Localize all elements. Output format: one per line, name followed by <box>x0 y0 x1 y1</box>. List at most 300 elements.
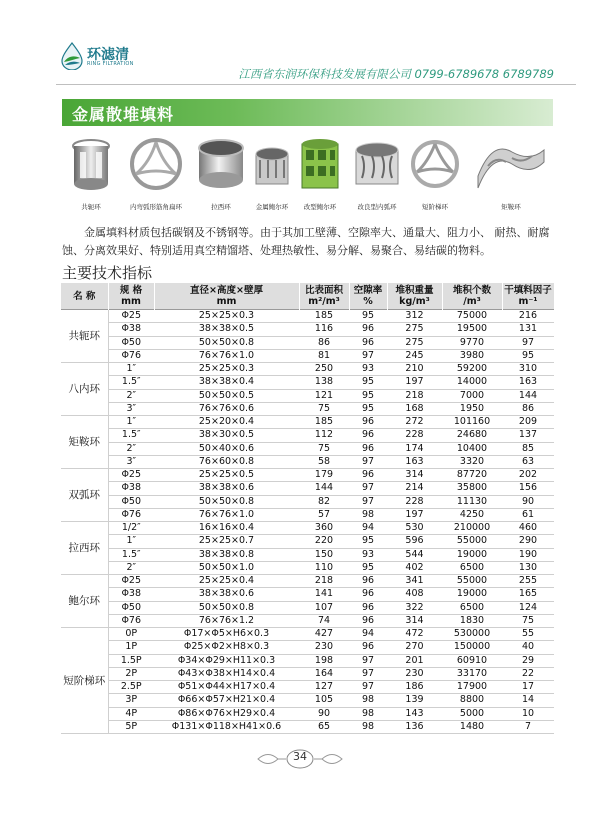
product-cascade-mini-ring <box>408 132 462 216</box>
table-cell: 82 <box>299 495 349 508</box>
col-header-bulk-weight <box>387 283 442 310</box>
table-row <box>61 310 554 323</box>
table-cell: 136 <box>387 720 442 733</box>
table-cell: 3″ <box>108 402 154 415</box>
table-cell: 14000 <box>442 376 502 389</box>
header-line: 堆积个数 <box>452 285 491 296</box>
table-cell: 38×38×0.8 <box>154 548 299 561</box>
table-cell: Φ25 <box>108 575 154 588</box>
table-cell: 55000 <box>442 575 502 588</box>
table-cell: Φ50 <box>108 495 154 508</box>
product-improved-arc-ring <box>350 132 404 216</box>
table-cell: 96 <box>349 614 387 627</box>
table-cell: 185 <box>299 310 349 323</box>
table-row <box>61 323 554 336</box>
table-row <box>61 667 554 680</box>
table-cell: 50×50×0.5 <box>154 389 299 402</box>
table-cell: 408 <box>387 588 442 601</box>
table-cell: 38×38×0.6 <box>154 482 299 495</box>
table-cell: 3980 <box>442 349 502 362</box>
banner-title: 金属散堆填料 <box>72 105 175 124</box>
table-cell: 98 <box>349 707 387 720</box>
table-cell: 50×50×0.8 <box>154 495 299 508</box>
table-cell: 90 <box>502 495 554 508</box>
spec-table <box>61 283 555 734</box>
table-cell: Φ76 <box>108 349 154 362</box>
header-line: 空隙率 <box>353 285 383 296</box>
table-cell: 6500 <box>442 561 502 574</box>
table-row <box>61 349 554 362</box>
table-cell: 14 <box>502 694 554 707</box>
table-cell: 81 <box>299 349 349 362</box>
table-row <box>61 455 554 468</box>
table-row <box>61 469 554 482</box>
table-cell: 544 <box>387 548 442 561</box>
header-unit: m⁻¹ <box>518 296 538 307</box>
header-line: 直径×高度×壁厚 <box>190 285 263 296</box>
table-cell: 2.5P <box>108 681 154 694</box>
header-divider <box>56 84 576 85</box>
table-cell: 98 <box>349 720 387 733</box>
table-cell: Φ51×Φ44×H17×0.4 <box>154 681 299 694</box>
table-row <box>61 548 554 561</box>
table-cell: Φ43×Φ38×H14×0.4 <box>154 667 299 680</box>
table-cell: 230 <box>387 667 442 680</box>
table-cell: 25×25×0.3 <box>154 310 299 323</box>
table-cell: 530000 <box>442 628 502 641</box>
table-cell: 96 <box>349 588 387 601</box>
table-cell: 314 <box>387 614 442 627</box>
table-cell: 75 <box>299 442 349 455</box>
table-cell: 2P <box>108 667 154 680</box>
table-cell: 50×50×0.8 <box>154 601 299 614</box>
table-row <box>61 628 554 641</box>
table-cell: 210 <box>387 363 442 376</box>
product-saddle-ring <box>472 132 550 216</box>
table-cell: 141 <box>299 588 349 601</box>
table-cell: 144 <box>299 482 349 495</box>
table-cell: 341 <box>387 575 442 588</box>
product-name-cell: 鲍尔环 <box>61 575 108 628</box>
header-line: 名 称 <box>73 290 96 302</box>
table-row <box>61 535 554 548</box>
table-cell: 530 <box>387 522 442 535</box>
header-unit: % <box>363 296 373 307</box>
product-name-cell: 短阶梯环 <box>61 628 108 734</box>
table-cell: 95 <box>349 402 387 415</box>
logo-text: 环滤清 <box>87 47 129 63</box>
table-cell: 7 <box>502 720 554 733</box>
table-cell: 322 <box>387 601 442 614</box>
table-cell: 96 <box>349 336 387 349</box>
table-cell: 210000 <box>442 522 502 535</box>
table-cell: 76×60×0.8 <box>154 455 299 468</box>
table-cell: 150 <box>299 548 349 561</box>
table-row <box>61 442 554 455</box>
table-cell: Φ131×Φ118×H41×0.6 <box>154 720 299 733</box>
table-cell: 25×25×0.4 <box>154 575 299 588</box>
product-name-cell: 双弧环 <box>61 469 108 522</box>
table-cell: 1.5P <box>108 654 154 667</box>
table-cell: 3P <box>108 694 154 707</box>
col-header-dimensions <box>154 283 299 310</box>
table-row <box>61 614 554 627</box>
table-cell: 185 <box>299 416 349 429</box>
table-cell: 402 <box>387 561 442 574</box>
table-cell: 472 <box>387 628 442 641</box>
table-cell: 270 <box>387 641 442 654</box>
table-cell: 275 <box>387 323 442 336</box>
table-cell: 139 <box>387 694 442 707</box>
product-label: 短阶梯环 <box>422 203 448 211</box>
table-cell: 124 <box>502 601 554 614</box>
table-cell: 0P <box>108 628 154 641</box>
table-cell: 164 <box>299 667 349 680</box>
table-row <box>61 495 554 508</box>
col-header-packing-factor <box>502 283 554 310</box>
table-cell: Φ50 <box>108 336 154 349</box>
table-cell: 179 <box>299 469 349 482</box>
product-label: 拉西环 <box>211 203 231 211</box>
table-row <box>61 363 554 376</box>
table-cell: 25×25×0.5 <box>154 469 299 482</box>
header-unit: kg/m³ <box>399 296 430 307</box>
col-header-surface-area <box>299 283 349 310</box>
page-number: 34 <box>293 750 307 763</box>
table-cell: 131 <box>502 323 554 336</box>
header-line: 规 格 <box>119 285 143 296</box>
table-cell: 95 <box>349 561 387 574</box>
table-cell: 275 <box>387 336 442 349</box>
table-cell: 24680 <box>442 429 502 442</box>
table-cell: 29 <box>502 654 554 667</box>
conjugate-ring-icon <box>66 132 116 198</box>
table-cell: 60910 <box>442 654 502 667</box>
table-cell: 5000 <box>442 707 502 720</box>
table-cell: 97 <box>349 681 387 694</box>
table-cell: 96 <box>349 323 387 336</box>
table-cell: 85 <box>502 442 554 455</box>
table-cell: 2″ <box>108 561 154 574</box>
col-header-void-ratio <box>349 283 387 310</box>
table-cell: 98 <box>349 508 387 521</box>
cascade-mini-ring-icon <box>408 132 462 198</box>
table-cell: 19000 <box>442 588 502 601</box>
arc-flat-ring-icon <box>128 132 184 198</box>
table-cell: 1.5″ <box>108 376 154 389</box>
table-cell: 427 <box>299 628 349 641</box>
header-line: 比表面积 <box>304 285 343 296</box>
table-row <box>61 522 554 535</box>
table-cell: 460 <box>502 522 554 535</box>
table-cell: 202 <box>502 469 554 482</box>
table-cell: 86 <box>502 402 554 415</box>
table-cell: 40 <box>502 641 554 654</box>
table-cell: 1480 <box>442 720 502 733</box>
table-cell: 216 <box>502 310 554 323</box>
table-cell: 22 <box>502 667 554 680</box>
table-cell: 50×50×1.0 <box>154 561 299 574</box>
table-cell: 98 <box>349 694 387 707</box>
table-cell: 25×20×0.4 <box>154 416 299 429</box>
table-cell: 314 <box>387 469 442 482</box>
table-cell: 96 <box>349 429 387 442</box>
col-header-name <box>61 283 108 310</box>
table-cell: 218 <box>299 575 349 588</box>
table-cell: 105 <box>299 694 349 707</box>
company-logo <box>60 40 170 74</box>
table-cell: 1/2″ <box>108 522 154 535</box>
table-cell: Φ34×Φ29×H11×0.3 <box>154 654 299 667</box>
product-label: 改良型内弧环 <box>357 203 397 211</box>
table-cell: 97 <box>349 349 387 362</box>
table-cell: 65 <box>299 720 349 733</box>
table-cell: 8800 <box>442 694 502 707</box>
table-cell: 3320 <box>442 455 502 468</box>
table-cell: 127 <box>299 681 349 694</box>
table-row <box>61 641 554 654</box>
table-cell: 97 <box>349 455 387 468</box>
table-row <box>61 601 554 614</box>
table-cell: 90 <box>299 707 349 720</box>
product-label: 矩鞍环 <box>501 203 521 211</box>
table-row <box>61 508 554 521</box>
table-cell: 96 <box>349 416 387 429</box>
table-cell: 1″ <box>108 416 154 429</box>
table-cell: 110 <box>299 561 349 574</box>
table-row <box>61 376 554 389</box>
table-cell: 97 <box>502 336 554 349</box>
table-cell: 2″ <box>108 389 154 402</box>
table-cell: 19500 <box>442 323 502 336</box>
table-cell: 312 <box>387 310 442 323</box>
table-cell: 38×38×0.6 <box>154 588 299 601</box>
material-description: 金属填料材质包括碳钢及不锈钢等。由于其加工壁薄、空隙率大、通量大、阻力小、 耐热、耐腐蚀、分离效果好、特别适用真空精馏塔、处理热敏性、易分解、易聚合、易结碳的物料。 <box>62 226 550 257</box>
table-cell: 59200 <box>442 363 502 376</box>
table-cell: 198 <box>299 654 349 667</box>
table-cell: 9770 <box>442 336 502 349</box>
table-cell: 101160 <box>442 416 502 429</box>
table-cell: 156 <box>502 482 554 495</box>
table-cell: 174 <box>387 442 442 455</box>
table-cell: 360 <box>299 522 349 535</box>
section-banner <box>62 99 553 126</box>
table-row <box>61 402 554 415</box>
table-row <box>61 694 554 707</box>
header-unit: mm <box>121 296 141 307</box>
table-cell: 38×30×0.5 <box>154 429 299 442</box>
table-cell: 19000 <box>442 548 502 561</box>
table-cell: 1.5″ <box>108 548 154 561</box>
table-cell: 310 <box>502 363 554 376</box>
table-cell: Φ25×Φ2×H8×0.3 <box>154 641 299 654</box>
product-name-cell: 矩鞍环 <box>61 416 108 469</box>
table-cell: 97 <box>349 482 387 495</box>
table-row <box>61 429 554 442</box>
table-cell: 75 <box>502 614 554 627</box>
table-cell: 197 <box>387 508 442 521</box>
table-cell: 17900 <box>442 681 502 694</box>
table-cell: 76×76×1.0 <box>154 349 299 362</box>
metal-pall-ring-icon <box>250 132 294 198</box>
table-cell: 150000 <box>442 641 502 654</box>
table-cell: 95 <box>349 376 387 389</box>
table-cell: 76×76×0.6 <box>154 402 299 415</box>
product-modified-pall-ring <box>296 132 344 216</box>
table-cell: 96 <box>349 601 387 614</box>
table-cell: 6500 <box>442 601 502 614</box>
table-cell: 95 <box>502 349 554 362</box>
table-cell: 86 <box>299 336 349 349</box>
table-cell: 165 <box>502 588 554 601</box>
table-cell: 5P <box>108 720 154 733</box>
table-cell: 163 <box>502 376 554 389</box>
table-cell: 4250 <box>442 508 502 521</box>
table-cell: 1830 <box>442 614 502 627</box>
table-cell: 1″ <box>108 363 154 376</box>
table-cell: 87720 <box>442 469 502 482</box>
table-cell: 209 <box>502 416 554 429</box>
table-row <box>61 588 554 601</box>
table-row <box>61 482 554 495</box>
table-cell: 96 <box>349 575 387 588</box>
spec-table-body <box>61 310 554 734</box>
table-cell: Φ25 <box>108 469 154 482</box>
table-row <box>61 654 554 667</box>
header-unit: /m³ <box>463 296 481 307</box>
table-cell: 137 <box>502 429 554 442</box>
table-cell: 61 <box>502 508 554 521</box>
table-cell: 38×38×0.4 <box>154 376 299 389</box>
page-header <box>0 0 600 92</box>
table-cell: 228 <box>387 429 442 442</box>
table-cell: 138 <box>299 376 349 389</box>
table-cell: 2″ <box>108 442 154 455</box>
table-cell: Φ50 <box>108 601 154 614</box>
table-cell: 25×25×0.3 <box>154 363 299 376</box>
table-cell: Φ76 <box>108 508 154 521</box>
table-cell: 1P <box>108 641 154 654</box>
table-cell: 218 <box>387 389 442 402</box>
table-cell: 11130 <box>442 495 502 508</box>
product-name-cell: 拉西环 <box>61 522 108 575</box>
table-cell: 228 <box>387 495 442 508</box>
table-cell: 55 <box>502 628 554 641</box>
table-cell: 186 <box>387 681 442 694</box>
table-cell: 214 <box>387 482 442 495</box>
table-cell: 255 <box>502 575 554 588</box>
table-cell: 116 <box>299 323 349 336</box>
table-row <box>61 389 554 402</box>
table-cell: Φ38 <box>108 482 154 495</box>
table-cell: Φ17×Φ5×H6×0.3 <box>154 628 299 641</box>
product-label: 内弯弧形筋角扁环 <box>130 203 182 211</box>
table-cell: 220 <box>299 535 349 548</box>
table-cell: 75000 <box>442 310 502 323</box>
table-cell: 272 <box>387 416 442 429</box>
table-cell: 76×76×1.2 <box>154 614 299 627</box>
table-cell: 250 <box>299 363 349 376</box>
product-gallery <box>60 132 560 216</box>
table-cell: 245 <box>387 349 442 362</box>
table-cell: 95 <box>349 535 387 548</box>
table-cell: 596 <box>387 535 442 548</box>
table-cell: 290 <box>502 535 554 548</box>
table-cell: 93 <box>349 363 387 376</box>
product-conjugate-ring <box>66 132 116 216</box>
table-cell: 96 <box>349 641 387 654</box>
table-cell: 16×16×0.4 <box>154 522 299 535</box>
table-row <box>61 681 554 694</box>
table-cell: 33170 <box>442 667 502 680</box>
table-cell: 97 <box>349 495 387 508</box>
product-label: 改型鲍尔环 <box>303 203 337 211</box>
product-name-cell: 八内环 <box>61 363 108 416</box>
table-cell: 121 <box>299 389 349 402</box>
table-row <box>61 336 554 349</box>
table-cell: 7000 <box>442 389 502 402</box>
leaf-drop-icon <box>60 42 84 70</box>
table-cell: 38×38×0.5 <box>154 323 299 336</box>
saddle-ring-icon <box>472 132 550 198</box>
table-cell: Φ76 <box>108 614 154 627</box>
table-cell: 4P <box>108 707 154 720</box>
modified-pall-ring-icon <box>296 132 344 198</box>
col-header-count <box>442 283 502 310</box>
table-cell: 10 <box>502 707 554 720</box>
table-cell: 168 <box>387 402 442 415</box>
table-header-row <box>61 283 554 310</box>
table-cell: Φ25 <box>108 310 154 323</box>
table-cell: 63 <box>502 455 554 468</box>
table-row <box>61 561 554 574</box>
table-cell: Φ86×Φ76×H29×0.4 <box>154 707 299 720</box>
table-cell: 197 <box>387 376 442 389</box>
table-cell: 3″ <box>108 455 154 468</box>
table-cell: 97 <box>349 654 387 667</box>
header-line: 干填料因子 <box>504 285 552 296</box>
header-unit: mm <box>216 296 237 307</box>
table-cell: 1″ <box>108 535 154 548</box>
table-cell: 95 <box>349 310 387 323</box>
table-cell: Φ38 <box>108 588 154 601</box>
company-info: 江西省东润环保科技发展有限公司 0799-6789678 6789789 <box>238 67 554 81</box>
product-label: 共轭环 <box>81 203 101 211</box>
table-cell: 50×50×0.8 <box>154 336 299 349</box>
table-cell: 163 <box>387 455 442 468</box>
table-cell: 17 <box>502 681 554 694</box>
table-cell: 93 <box>349 548 387 561</box>
table-cell: 107 <box>299 601 349 614</box>
table-cell: 10400 <box>442 442 502 455</box>
table-cell: 201 <box>387 654 442 667</box>
table-cell: 58 <box>299 455 349 468</box>
col-header-spec <box>108 283 154 310</box>
table-cell: 25×25×0.7 <box>154 535 299 548</box>
table-cell: 97 <box>349 667 387 680</box>
table-row <box>61 416 554 429</box>
table-cell: Φ66×Φ57×H21×0.4 <box>154 694 299 707</box>
table-cell: 50×40×0.6 <box>154 442 299 455</box>
spec-section-title: 主要技术指标 <box>62 264 153 282</box>
table-cell: 1950 <box>442 402 502 415</box>
table-cell: 94 <box>349 628 387 641</box>
table-cell: 190 <box>502 548 554 561</box>
raschig-ring-icon <box>194 132 248 198</box>
header-unit: m²/m³ <box>308 296 340 307</box>
table-row <box>61 707 554 720</box>
table-cell: 130 <box>502 561 554 574</box>
